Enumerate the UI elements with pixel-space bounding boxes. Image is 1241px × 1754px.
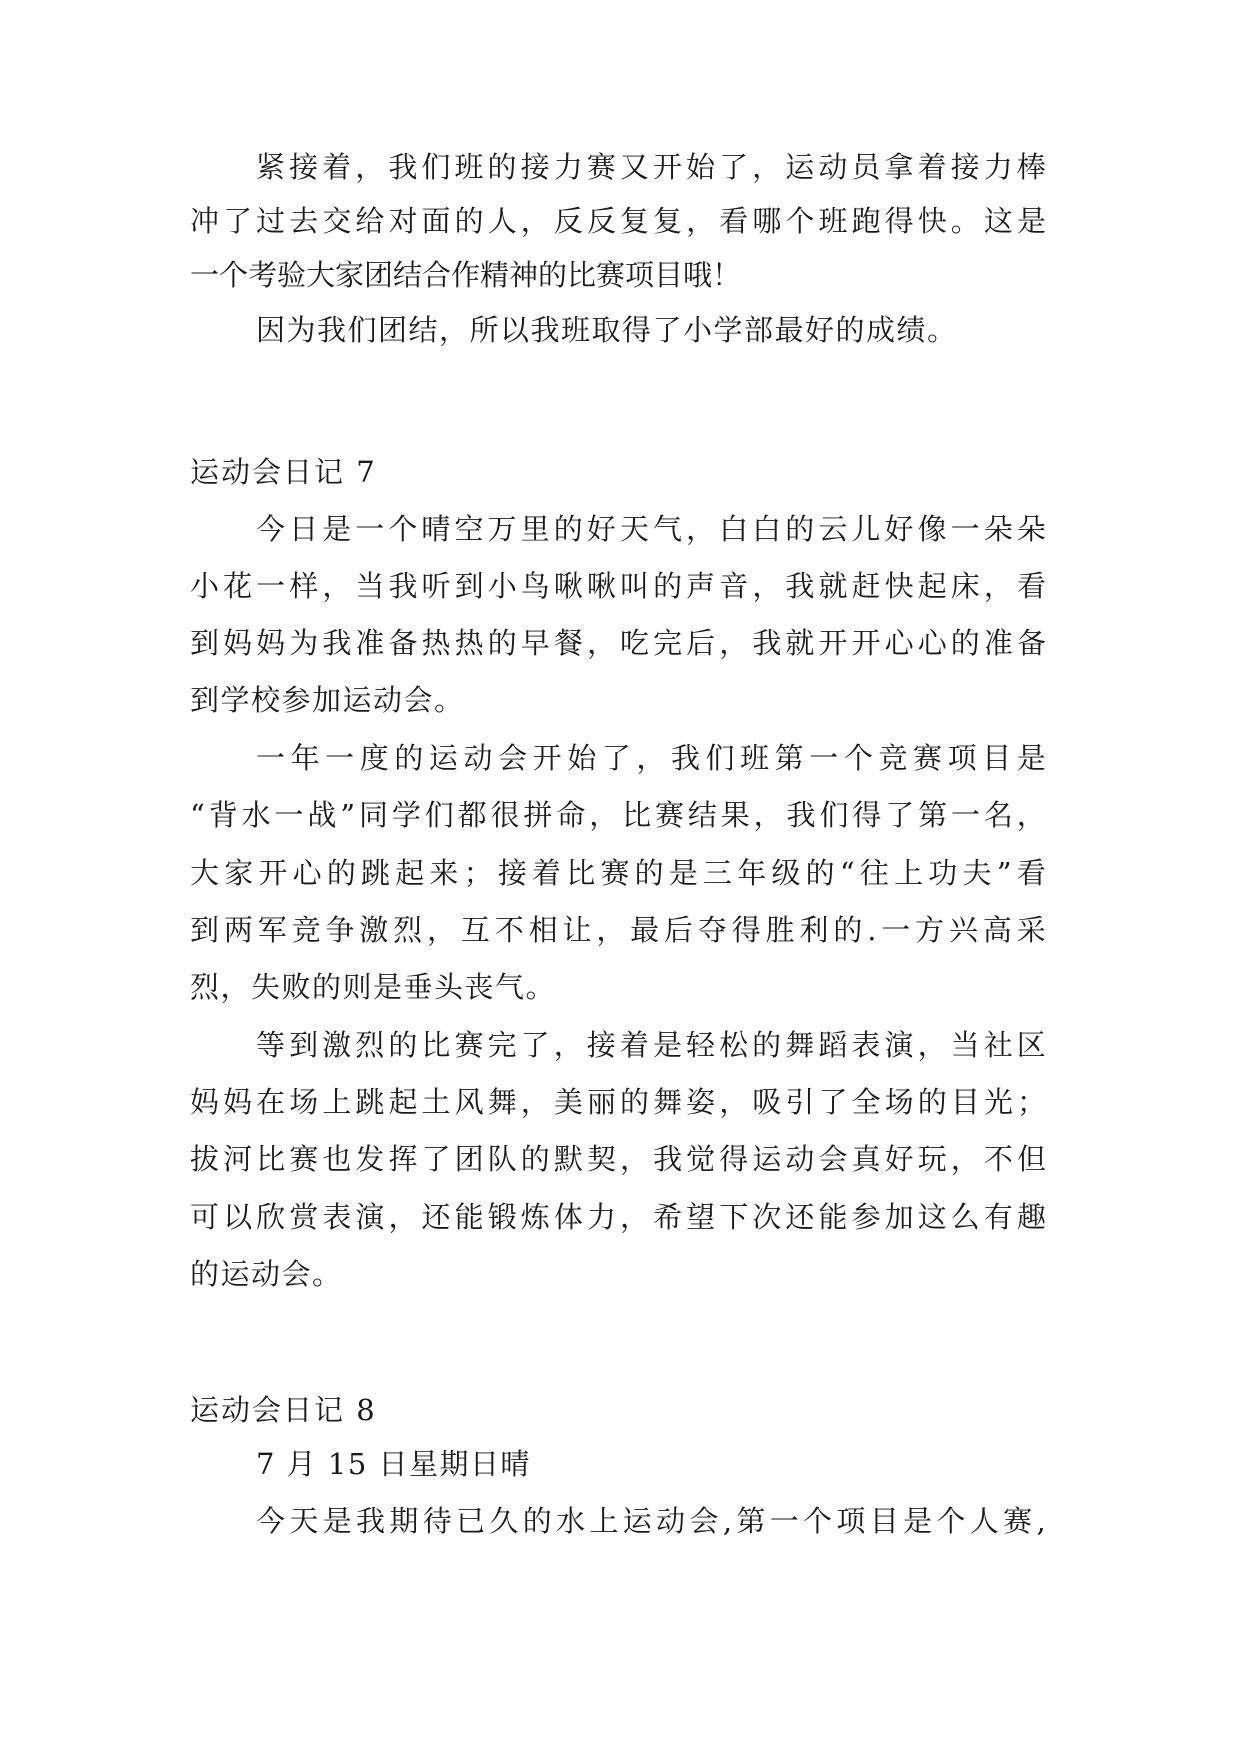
paragraph-line: 大 家 开 心 的 跳 起 来 ； 接 着 比 赛 的 是 三 年 级 的 “ 往 上 功 夫 ” 看 bbox=[190, 856, 1046, 890]
section-heading: 运动会日记 8 bbox=[190, 1393, 377, 1427]
paragraph-line: 今 日 是 一 个 晴 空 万 里 的 好 天 气 ， 白 白 的 云 儿 好 像 一 朵 朵 bbox=[256, 512, 1046, 546]
paragraph-line: 到学校参加运动会。 bbox=[190, 683, 465, 717]
paragraph-line: 到 妈 妈 为 我 准 备 热 热 的 早 餐 ， 吃 完 后 ， 我 就 开 开 心 心 的 准 备 bbox=[190, 626, 1046, 660]
paragraph-line: 烈，失败的则是垂头丧气。 bbox=[190, 970, 557, 1004]
paragraph-line: 因为我们团结，所以我班取得了小学部最好的成绩。 bbox=[256, 313, 958, 347]
paragraph-line: 小 花 一 样 ， 当 我 听 到 小 鸟 啾 啾 叫 的 声 音 ， 我 就 赶 快 起 床 ， 看 bbox=[190, 569, 1046, 603]
paragraph-line: 妈 妈 在 场 上 跳 起 土 风 舞 ， 美 丽 的 舞 姿 ， 吸 引 了 全 场 的 目 光 ； bbox=[190, 1085, 1046, 1119]
paragraph-line: 的运动会。 bbox=[190, 1257, 343, 1291]
paragraph-line: 等 到 激 烈 的 比 赛 完 了 ， 接 着 是 轻 松 的 舞 蹈 表 演 ， 当 社 区 bbox=[256, 1028, 1046, 1062]
date-line: 7 月 15 日星期日晴 bbox=[256, 1447, 532, 1481]
section-heading: 运动会日记 7 bbox=[190, 455, 377, 489]
paragraph-line: 一 年 一 度 的 运 动 会 开 始 了 ， 我 们 班 第 一 个 竞 赛 项 目 是 bbox=[256, 741, 1046, 775]
paragraph-line: 到 两 军 竞 争 激 烈 ， 互 不 相 让 ， 最 后 夺 得 胜 利 的 . 一 方 兴 高 采 bbox=[190, 913, 1046, 947]
paragraph-line: 可 以 欣 赏 表 演 ， 还 能 锻 炼 体 力 ， 希 望 下 次 还 能 参 加 这 么 有 趣 bbox=[190, 1200, 1046, 1234]
paragraph-line: 今 天 是 我 期 待 已 久 的 水 上 运 动 会 , 第 一 个 项 目 是 个 人 赛 , bbox=[256, 1504, 1046, 1538]
paragraph-line: 冲 了 过 去 交 给 对 面 的 人 ， 反 反 复 复 ， 看 哪 个 班 跑 得 快 。 这 是 bbox=[190, 204, 1046, 238]
paragraph-line: “ 背 水 一 战 ” 同 学 们 都 很 拼 命 ， 比 赛 结 果 ， 我 们 得 了 第 一 名 ， bbox=[190, 798, 1046, 832]
paragraph-line: 紧 接 着 ， 我 们 班 的 接 力 赛 又 开 始 了 ， 运 动 员 拿 着 接 力 棒 bbox=[256, 150, 1046, 184]
paragraph-line: 拔 河 比 赛 也 发 挥 了 团 队 的 默 契 ， 我 觉 得 运 动 会 真 好 玩 ， 不 但 bbox=[190, 1142, 1046, 1176]
paragraph-line: 一个考验大家团结合作精神的比赛项目哦！ bbox=[190, 258, 742, 292]
